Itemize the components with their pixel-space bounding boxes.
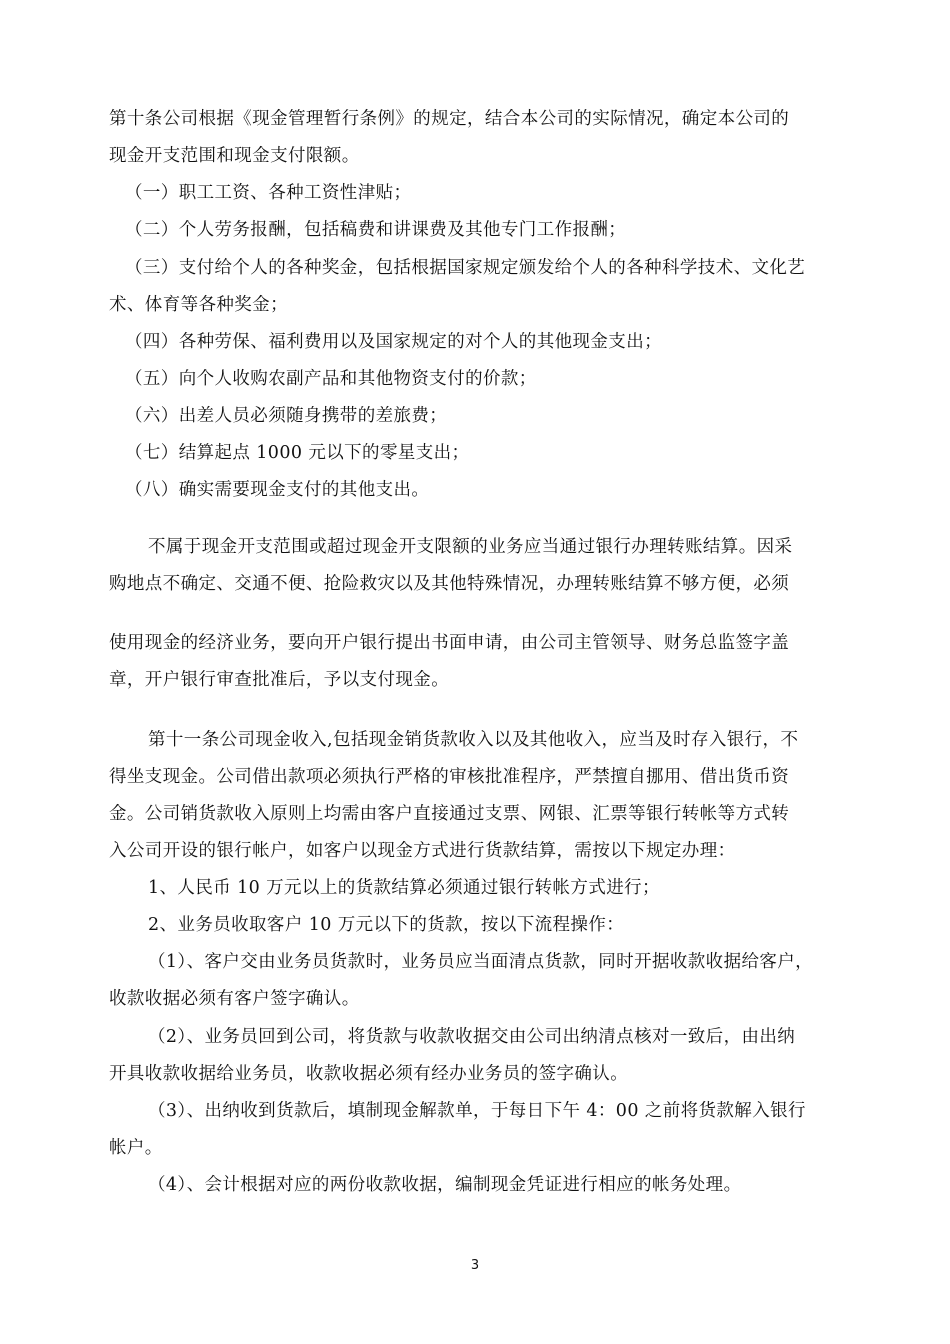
text-line-25: 开具收款收据给业务员，收款收据必须有经办业务员的签字确认。 (109, 1064, 629, 1084)
text-line-6: 术、体育等各种奖金； (109, 295, 288, 315)
text-line-19: 入公司开设的银行帐户，如客户以现金方式进行货款结算，需按以下规定办理： (109, 841, 736, 861)
text-line-23: 收款收据必须有客户签字确认。 (109, 989, 360, 1009)
text-line-18: 金。公司销货款收入原则上均需由客户直接通过支票、网银、汇票等银行转帐等方式转 (109, 804, 790, 824)
text-line-24: （2）、业务员回到公司，将货款与收款收据交由公司出纳清点核对一致后，由出纳 (148, 1027, 796, 1047)
text-line-13: 购地点不确定、交通不便、抢险救灾以及其他特殊情况，办理转账结算不够方便，必须 (109, 574, 790, 594)
text-line-17: 得坐支现金。公司借出款项必须执行严格的审核批准程序，严禁擅自挪用、借出货币资 (109, 767, 790, 787)
text-line-4: （二）个人劳务报酬，包括稿费和讲课费及其他专门工作报酬； (125, 220, 627, 240)
text-line-22: （1）、客户交由业务员货款时，业务员应当面清点货款，同时开据收款收据给客户， (148, 952, 814, 972)
text-line-5: （三）支付给个人的各种奖金，包括根据国家规定颁发给个人的各种科学技术、文化艺 (125, 258, 806, 278)
text-line-14: 使用现金的经济业务，要向开户银行提出书面申请，由公司主管领导、财务总监签字盖 (109, 633, 790, 653)
text-line-28: （4）、会计根据对应的两份收款收据，编制现金凭证进行相应的帐务处理。 (148, 1175, 742, 1195)
text-line-10: （七）结算起点 1000 元以下的零星支出； (125, 443, 470, 463)
text-line-16: 第十一条公司现金收入,包括现金销货款收入以及其他收入，应当及时存入银行，不 (148, 730, 799, 750)
page-number: 3 (470, 1258, 480, 1273)
text-line-15: 章，开户银行审查批准后，予以支付现金。 (109, 670, 450, 690)
text-line-2: 现金开支范围和现金支付限额。 (109, 146, 360, 166)
text-line-7: （四）各种劳保、福利费用以及国家规定的对个人的其他现金支出； (125, 332, 662, 352)
text-line-3: （一）职工工资、各种工资性津贴； (125, 183, 412, 203)
text-line-12: 不属于现金开支范围或超过现金开支限额的业务应当通过银行办理转账结算。因采 (148, 537, 793, 557)
text-line-1: 第十条公司根据《现金管理暂行条例》的规定，结合本公司的实际情况，确定本公司的 (109, 109, 790, 129)
text-line-8: （五）向个人收购农副产品和其他物资支付的价款； (125, 369, 537, 389)
text-line-11: （八）确实需要现金支付的其他支出。 (125, 480, 430, 500)
text-line-21: 2、业务员收取客户 10 万元以下的货款，按以下流程操作： (148, 915, 625, 935)
text-line-27: 帐户。 (109, 1138, 163, 1158)
text-line-9: （六）出差人员必须随身携带的差旅费； (125, 406, 448, 426)
text-line-20: 1、人民币 10 万元以上的货款结算必须通过银行转帐方式进行； (148, 878, 660, 898)
text-line-26: （3）、出纳收到货款后，填制现金解款单，于每日下午 4：00 之前将货款解入银行 (148, 1101, 806, 1121)
